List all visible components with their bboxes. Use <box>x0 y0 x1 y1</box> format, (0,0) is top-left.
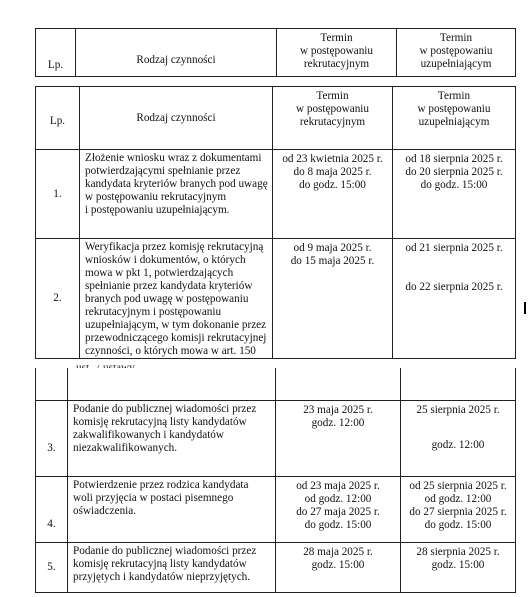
row-activity: Weryfikacja przez komisję rekrutacyjną wniosków i dokumentów, o których mowa w pkt 1, potwierdzających spełnianie przez kandydata kryteriów branych pod uwagę w postępowaniu rekrutacyjnym i postępowaniu uzupełniającym, w tym dokonanie przez przewodniczącego komisji rekrutacyjnej czynności, o których mowa w art. 150 <box>80 239 273 359</box>
row-number: 3. <box>36 400 68 476</box>
table-header-fragment-top <box>35 28 516 77</box>
row-number: 2. <box>36 239 80 359</box>
header-lp: Lp. <box>36 29 76 77</box>
row-activity: Potwierdzenie przez rodzica kandydata woli przyjęcia w postaci pisemnego oświadczenia. <box>68 476 276 542</box>
row-activity: Podanie do publicznej wiadomości przez komisję rekrutacyjną listy kandydatów przyjętych i kandydatów nieprzyjętych. <box>68 542 276 592</box>
table-row <box>36 400 516 476</box>
row-number: 4. <box>36 476 68 542</box>
table-row <box>36 542 516 592</box>
row-term-recruitment: 23 maja 2025 r. godz. 12:00 <box>276 400 401 476</box>
header-activity: Rodzaj czynności <box>76 29 277 77</box>
header-lp: Lp. <box>36 87 80 150</box>
header-activity: Rodzaj czynności <box>80 87 273 150</box>
row-number: 1. <box>36 150 80 239</box>
row-activity: Złożenie wniosku wraz z dokumentami potwierdzającymi spełnianie przez kandydata kryteriów branych pod uwagę w postępowaniu rekrutacyjnym i postępowaniu uzupełniającym. <box>80 150 273 239</box>
table-main-fragment <box>35 86 516 359</box>
table-row <box>36 150 516 239</box>
row-term-supplementary: 28 sierpnia 2025 r. godz. 15:00 <box>401 542 516 592</box>
row-activity: Podanie do publicznej wiadomości przez komisję rekrutacyjną listy kandydatów zakwalifikowanych i kandydatów niezakwalifikowanych. <box>68 400 276 476</box>
scan-edge-mark <box>524 302 526 314</box>
header-term-supplementary: Termin w postępowaniu uzupełniającym <box>393 87 516 150</box>
row-term-recruitment: od 23 maja 2025 r. od godz. 12:00 do 27 maja 2025 r. do godz. 15:00 <box>276 476 401 542</box>
row-term-supplementary: od 18 sierpnia 2025 r. do 20 sierpnia 2025 r. do godz. 15:00 <box>393 150 516 239</box>
row-term-recruitment: 28 maja 2025 r. godz. 15:00 <box>276 542 401 592</box>
header-term-supplementary: Termin w postępowaniu uzupełniającym <box>397 29 516 77</box>
row-term-supplementary: od 25 sierpnia 2025 r. od godz. 12:00 do 27 sierpnia 2025 r. do godz. 15:00 <box>401 476 516 542</box>
table-row <box>36 476 516 542</box>
table-lower-fragment <box>35 368 516 593</box>
header-term-recruitment: Termin w postępowaniu rekrutacyjnym <box>273 87 393 150</box>
row-number: 5. <box>36 542 68 592</box>
header-term-recruitment: Termin w postępowaniu rekrutacyjnym <box>277 29 397 77</box>
table-row <box>36 239 516 359</box>
row-term-recruitment: od 9 maja 2025 r. do 15 maja 2025 r. <box>273 239 393 359</box>
table-row-continuation <box>36 368 516 400</box>
row-term-supplementary: 25 sierpnia 2025 r. godz. 12:00 <box>401 400 516 476</box>
row-term-supplementary: od 21 sierpnia 2025 r. do 22 sierpnia 2025 r. <box>393 239 516 359</box>
row-term-recruitment: od 23 kwietnia 2025 r. do 8 maja 2025 r. do godz. 15:00 <box>273 150 393 239</box>
